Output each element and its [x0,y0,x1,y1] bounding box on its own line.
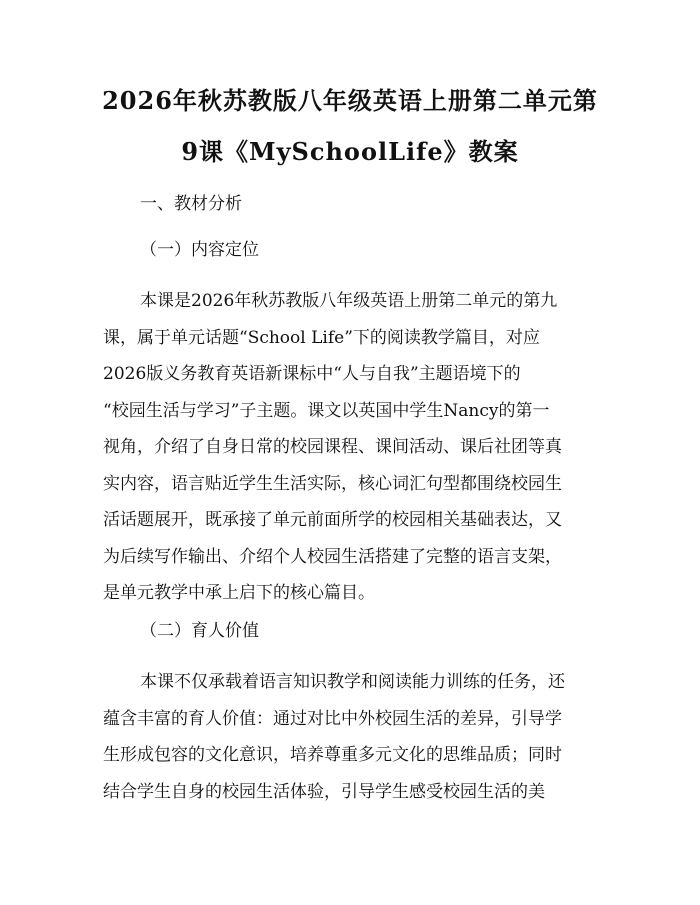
paragraph-content-positioning [103,283,603,612]
paragraph-line: 蕴含丰富的育人价值：通过对比中外校园生活的差异，引导学 [103,708,562,729]
paragraph-line: 课，属于单元话题“School Life”下的阅读教学篇目，对应 [103,327,540,348]
paragraph-line: “校园生活与学习”子主题。课文以英国中学生Nancy的第一 [103,400,550,421]
document-title-line-2: 9课《MySchoolLife》教案 [181,137,519,166]
document-title-line-1: 2026年秋苏教版八年级英语上册第二单元第 [102,86,598,115]
subsection-heading-content-positioning: （一）内容定位 [140,240,259,260]
paragraph-line: 为后续写作输出、介绍个人校园生活搭建了完整的语言支架， [103,546,562,567]
paragraph-line: 实内容，语言贴近学生生活实际，核心词汇句型都围绕校园生 [103,473,562,494]
subsection-heading-educational-value: （二）育人价值 [140,621,259,641]
paragraph-educational-value [103,664,603,810]
paragraph-line: 2026版义务教育英语新课标中“人与自我”主题语境下的 [103,364,521,384]
section-heading-textbook-analysis: 一、教材分析 [140,194,242,214]
paragraph-line: 结合学生自身的校园生活体验，引导学生感受校园生活的美 [103,781,545,802]
paragraph-line: 是单元教学中承上启下的核心篇目。 [103,583,375,603]
paragraph-line: 本课不仅承载着语言知识教学和阅读能力训练的任务，还 [140,672,565,692]
paragraph-line: 生形成包容的文化意识，培养尊重多元文化的思维品质；同时 [103,745,562,765]
paragraph-line: 本课是2026年秋苏教版八年级英语上册第二单元的第九 [140,291,558,311]
paragraph-line: 视角，介绍了自身日常的校园课程、课间活动、课后社团等真 [103,437,562,457]
paragraph-line: 活话题展开，既承接了单元前面所学的校园相关基础表达，又 [103,510,562,530]
